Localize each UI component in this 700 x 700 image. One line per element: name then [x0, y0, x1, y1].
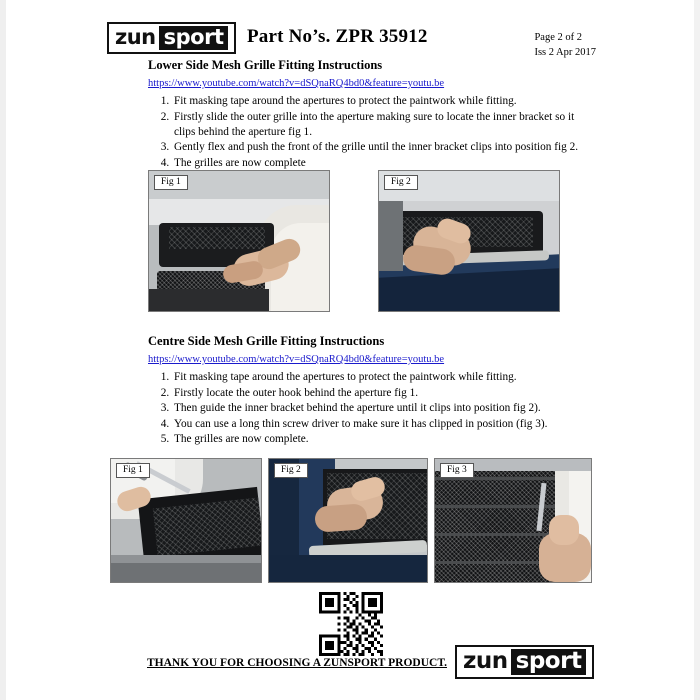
list-item: 1. Fit masking tape around the apertures to protect the paintwork while fitting. — [172, 370, 582, 385]
logo-word-zun: zun — [463, 648, 508, 674]
list-item: 5. The grilles are now complete. — [172, 432, 582, 447]
list-item: 4. The grilles are now complete — [172, 156, 582, 171]
section-1-video-link[interactable]: https://www.youtube.com/watch?v=dSQnaRQ4bd0&feature=youtu.be — [148, 78, 445, 89]
section-lower-side-heading — [148, 58, 588, 91]
figure-lower-fig2-photo — [379, 171, 559, 311]
logo-word-sport: sport — [511, 649, 587, 675]
scan-edge-left — [0, 0, 6, 700]
section-2-video-link[interactable]: https://www.youtube.com/watch?v=dSQnaRQ4bd0&feature=youtu.be — [148, 354, 445, 365]
page-number-label: Page 2 of 2 — [534, 32, 582, 43]
figure-lower-fig1-photo — [149, 171, 329, 311]
list-item: 2. Firstly locate the outer hook behind the aperture fig 1. — [172, 386, 582, 401]
section-1-steps — [150, 94, 582, 171]
figure-label: Fig 1 — [154, 175, 188, 190]
zunsport-logo-footer — [455, 645, 594, 679]
list-item: 2. Firstly slide the outer grille into the aperture making sure to locate the inner bracket so it clips behind the aperture fig 1. — [172, 110, 582, 140]
figure-label: Fig 3 — [440, 463, 474, 478]
figure-label: Fig 1 — [116, 463, 150, 478]
figure-centre-fig3 — [434, 458, 592, 583]
issue-date-label: Iss 2 Apr 2017 — [534, 47, 596, 59]
part-number-title: Part No’s. ZPR 35912 — [247, 26, 428, 47]
qr-code — [318, 592, 384, 656]
list-item: 3. Gently flex and push the front of the grille until the inner bracket clips into position fig 2. — [172, 140, 582, 155]
footer-thank-you: THANK YOU FOR CHOOSING A ZUNSPORT PRODUCT. — [147, 657, 448, 669]
qr-code-image — [318, 592, 384, 656]
figure-label: Fig 2 — [274, 463, 308, 478]
figure-centre-fig2 — [268, 458, 428, 583]
section-1-steps-container — [150, 94, 582, 171]
logo-word-sport: sport — [159, 26, 229, 50]
section-2-steps — [150, 370, 582, 447]
page-header — [0, 14, 700, 62]
logo-word-zun: zun — [115, 25, 156, 49]
list-item: 3. Then guide the inner bracket behind the aperture until it clips into position fig 2). — [172, 401, 582, 416]
section-centre-side-heading — [148, 334, 588, 367]
scan-edge-right — [694, 0, 700, 700]
list-item: 4. You can use a long thin screw driver to make sure it has clipped in position (fig 3). — [172, 417, 582, 432]
figure-lower-fig1 — [148, 170, 330, 312]
list-item: 1. Fit masking tape around the apertures to protect the paintwork while fitting. — [172, 94, 582, 109]
figure-centre-fig1 — [110, 458, 262, 583]
figure-label: Fig 2 — [384, 175, 418, 190]
zunsport-logo-header — [107, 22, 236, 54]
figure-lower-fig2 — [378, 170, 560, 312]
section-1-title: Lower Side Mesh Grille Fitting Instructions — [148, 58, 383, 72]
section-2-title: Centre Side Mesh Grille Fitting Instructions — [148, 334, 385, 348]
section-2-steps-container — [150, 370, 582, 448]
page-meta — [534, 30, 596, 60]
